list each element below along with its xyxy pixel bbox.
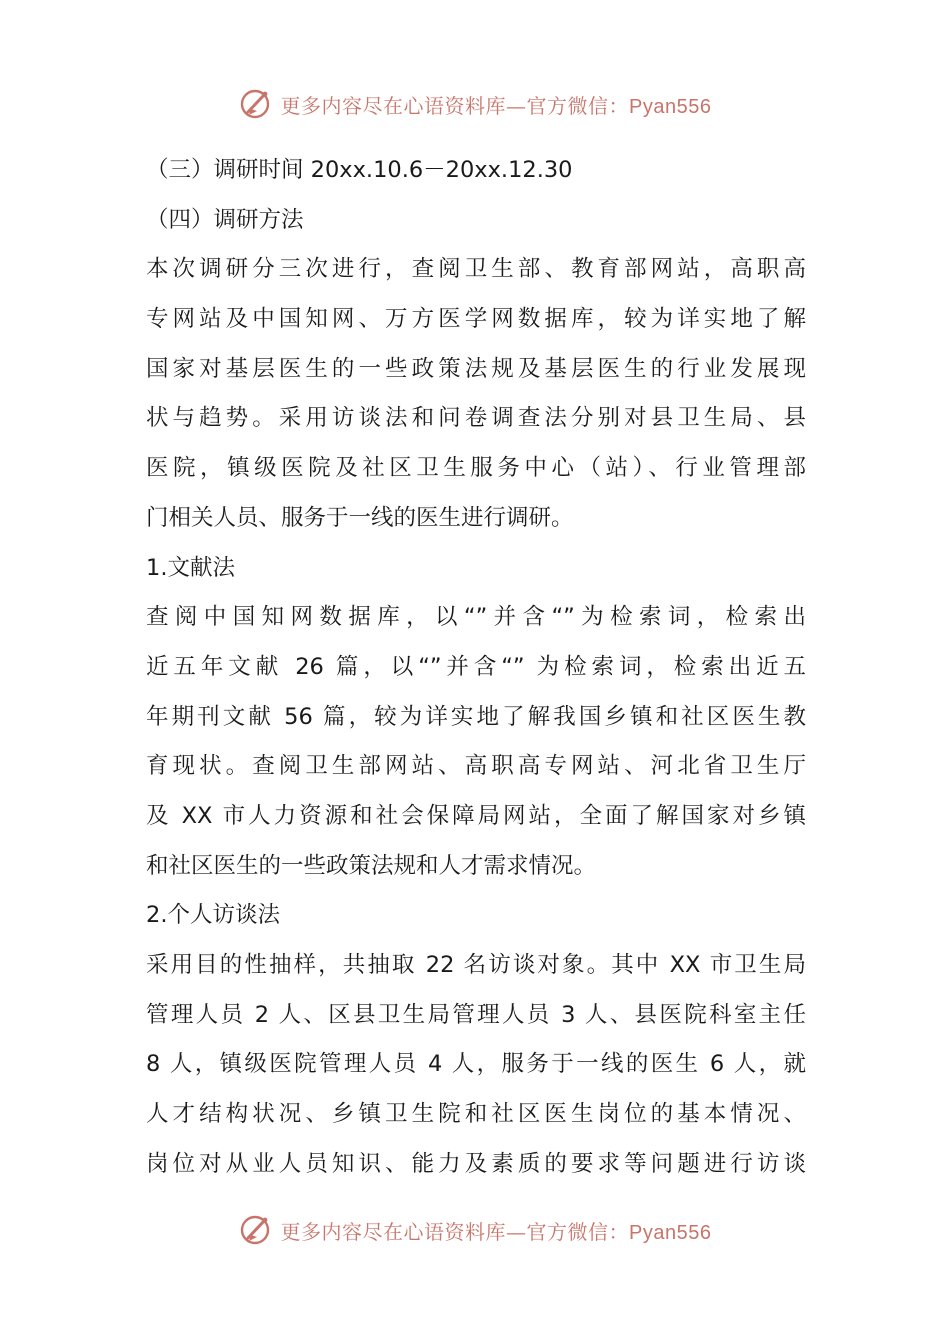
section-heading: （四）调研方法 [146, 206, 304, 233]
paragraph-line: 和社区医生的一些政策法规和人才需求情况。 [146, 852, 597, 879]
subsection-heading: 1.文献法 [146, 554, 235, 581]
subsection-heading: 2.个人访谈法 [146, 902, 280, 929]
paragraph-line: 近五年文献 26 篇，以“”并含“” 为检索词，检索出近五 [146, 653, 806, 680]
paragraph-line: 采用目的性抽样，共抽取 22 名访谈对象。其中 XX 市卫生局 [146, 952, 806, 978]
paragraph-line: 状与趋势。采用访谈法和问卷调查法分别对县卫生局、县 [146, 405, 806, 432]
document-body [146, 146, 806, 1189]
paragraph-line: 本次调研分三次进行，查阅卫生部、教育部网站，高职高 [146, 256, 806, 283]
paragraph-line: 年期刊文献 56 篇，较为详实地了解我国乡镇和社区医生教 [146, 703, 806, 730]
section-heading: （三）调研时间 20xx.10.6－20xx.12.30 [146, 157, 573, 183]
paragraph-line: 管理人员 2 人、区县卫生局管理人员 3 人、县医院科室主任 [146, 1001, 806, 1028]
paragraph-line: 专网站及中国知网、万方医学网数据库，较为详实地了解 [146, 306, 806, 333]
paragraph-line: 人才结构状况、乡镇卫生院和社区医生岗位的基本情况、 [146, 1101, 806, 1128]
paragraph-line: 育现状。查阅卫生部网站、高职高专网站、河北省卫生厅 [146, 753, 806, 780]
paragraph-line: 门相关人员、服务于一线的医生进行调研。 [146, 504, 574, 531]
paragraph-line: 医院，镇级医院及社区卫生服务中心（站）、行业管理部 [146, 455, 806, 482]
paragraph-line: 8 人，镇级医院管理人员 4 人，服务于一线的医生 6 人，就 [146, 1051, 806, 1078]
banner-text: 更多内容尽在心语资料库—官方微信：Pyan556 [280, 93, 712, 118]
header-banner [0, 84, 950, 124]
paragraph-line: 查阅中国知网数据库，以“”并含“”为检索词，检索出 [146, 604, 806, 631]
paragraph-line: 及 XX 市人力资源和社会保障局网站，全面了解国家对乡镇 [146, 802, 806, 829]
paragraph-line: 国家对基层医生的一些政策法规及基层医生的行业发展现 [146, 355, 806, 382]
paragraph-line: 岗位对从业人员知识、能力及素质的要求等问题进行访谈 [146, 1150, 806, 1177]
banner-text: 更多内容尽在心语资料库—官方微信：Pyan556 [280, 1219, 712, 1244]
pen-logo-icon [239, 1213, 273, 1247]
footer-banner [0, 1210, 950, 1250]
pen-logo-icon [239, 87, 273, 121]
